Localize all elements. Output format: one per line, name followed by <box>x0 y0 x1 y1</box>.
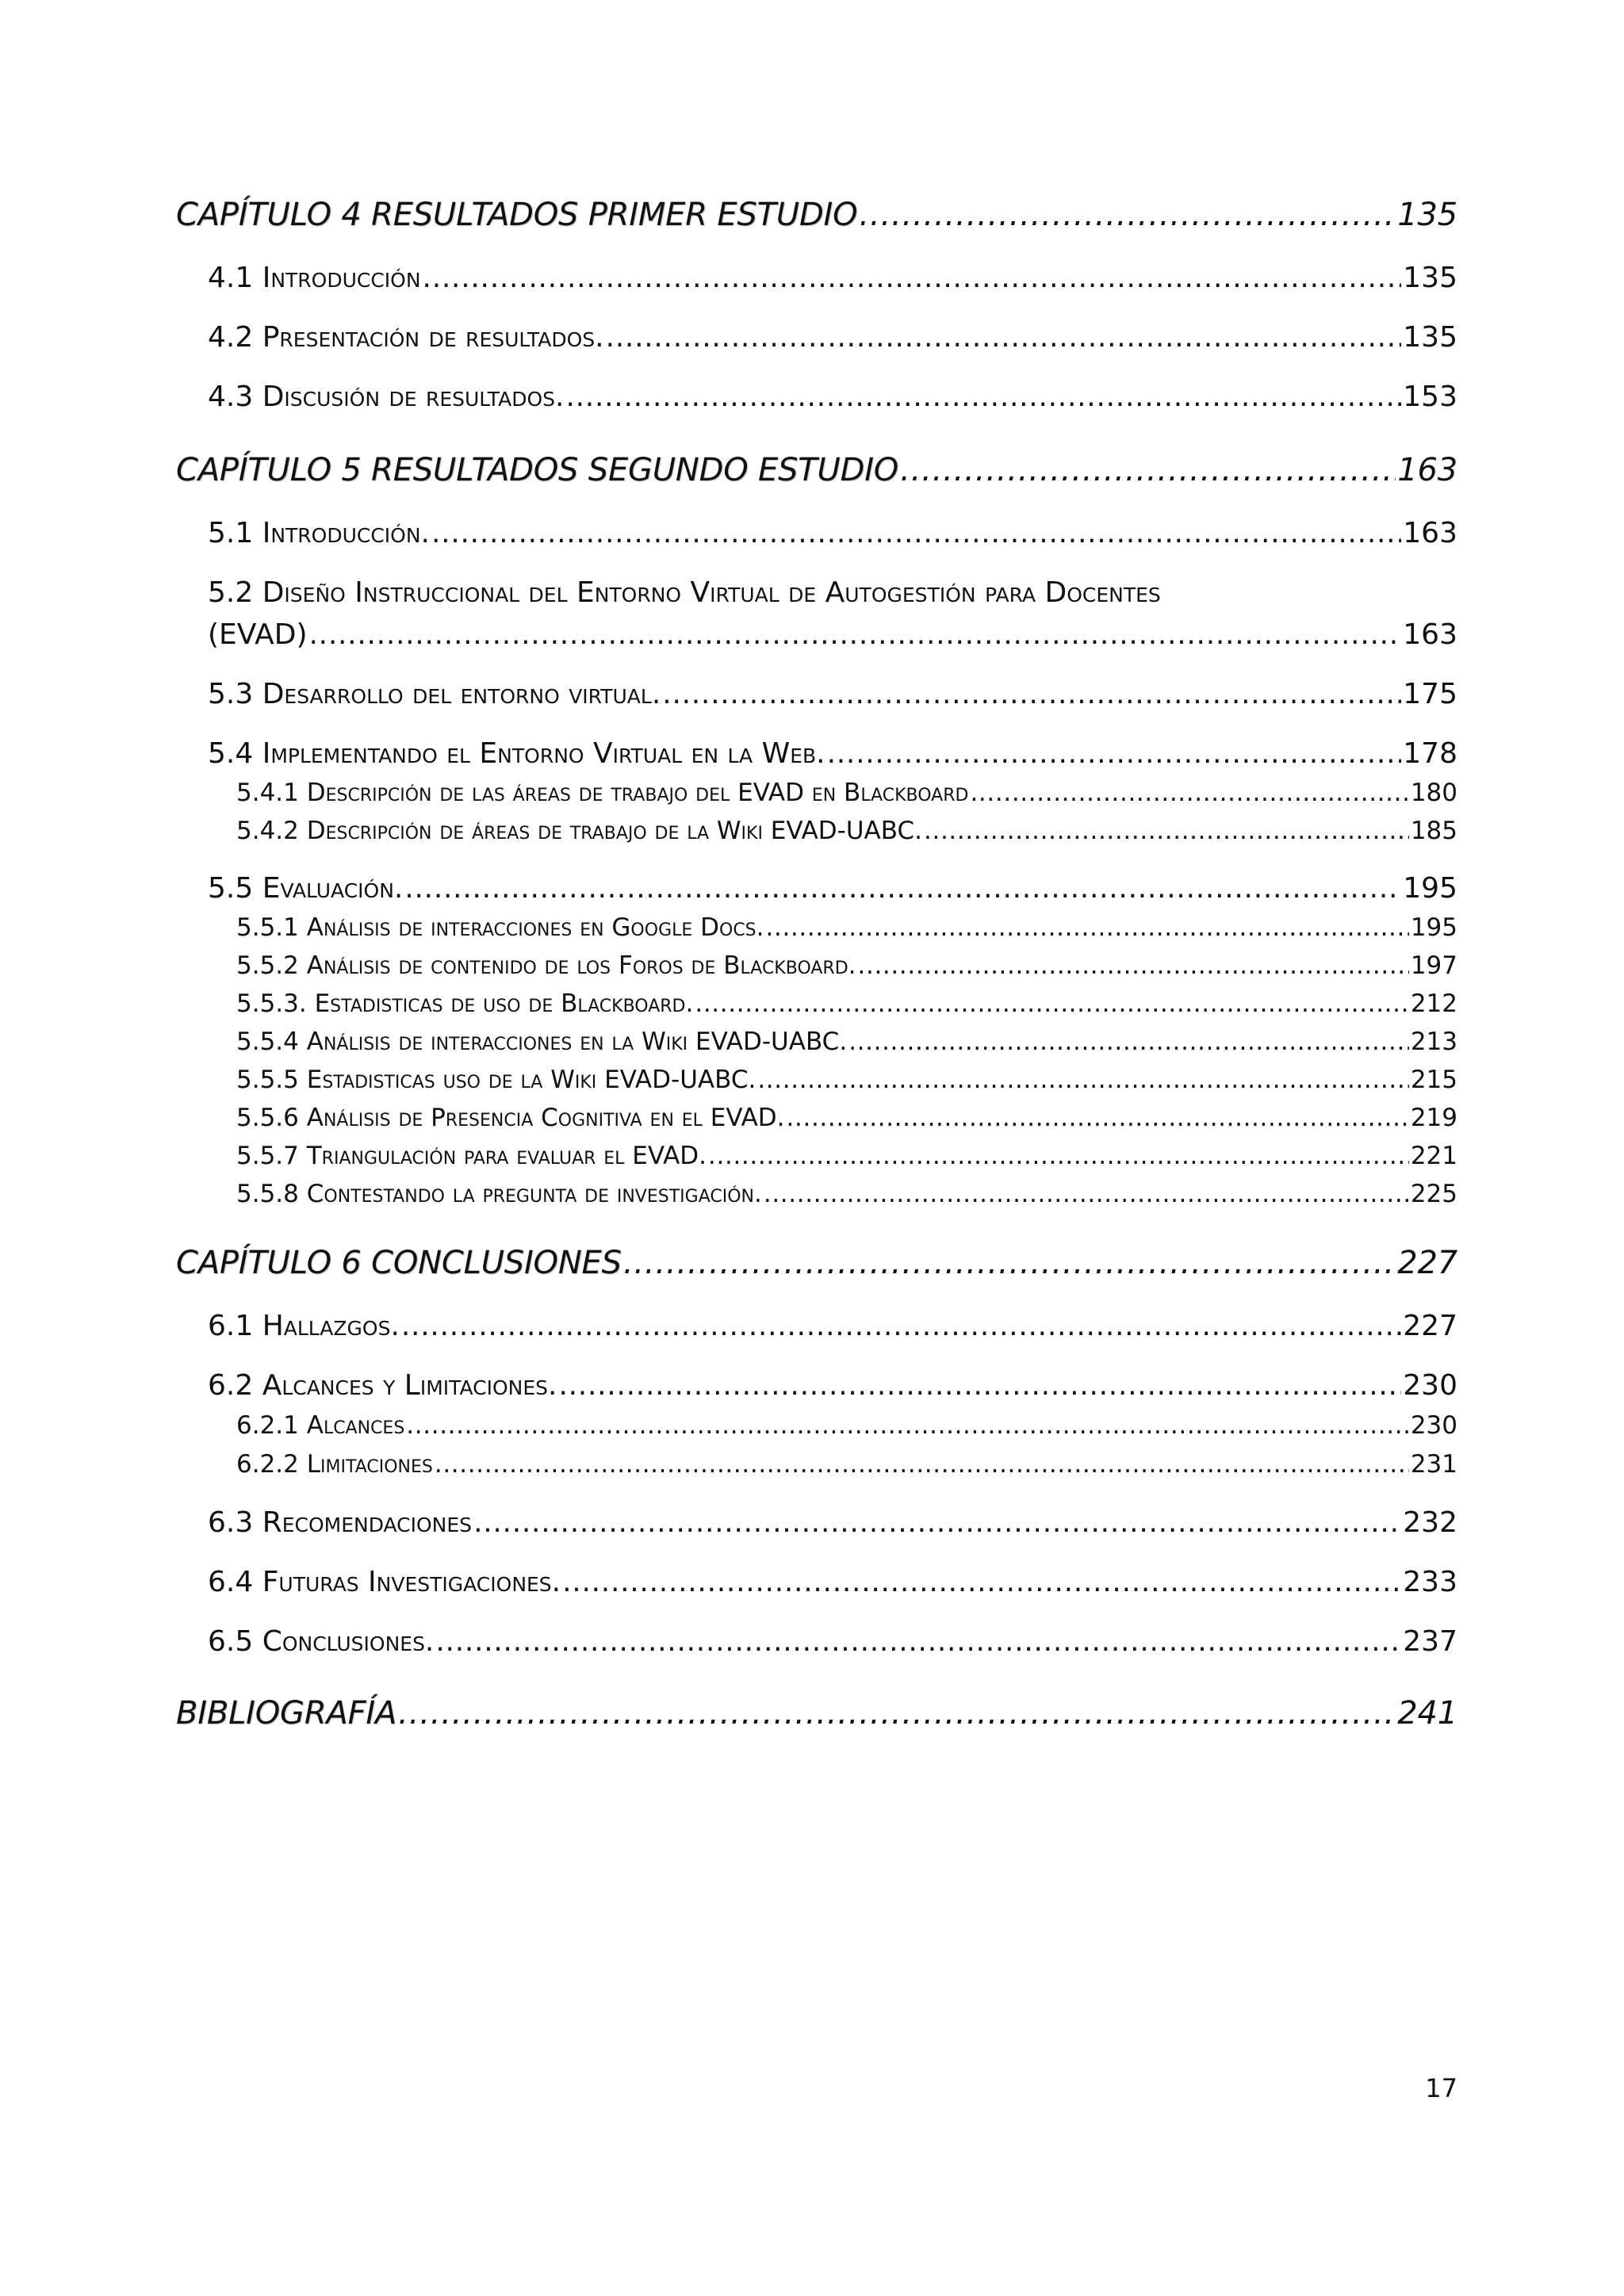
dot-leader <box>406 1411 1409 1440</box>
toc-chapter-5[interactable] <box>0 452 1624 488</box>
toc-page: 221 <box>1410 1142 1457 1170</box>
dot-leader <box>848 1027 1409 1056</box>
toc-page: 212 <box>1410 989 1457 1018</box>
toc-section-5-5[interactable] <box>0 872 1624 905</box>
dot-leader <box>900 452 1396 488</box>
toc-label: BIBLIOGRAFÍA <box>176 1695 397 1732</box>
toc-label: 5.5.8 Contestando la pregunta de investigación. <box>236 1180 762 1208</box>
toc-label: 4.2 Presentación de resultados. <box>208 321 604 354</box>
toc-page: 163 <box>1397 452 1457 488</box>
toc-page: 225 <box>1410 1180 1457 1208</box>
toc-section-5-2[interactable] <box>0 618 1624 651</box>
toc-page: 180 <box>1410 779 1457 807</box>
toc-label: 6.4 Futuras Investigaciones. <box>208 1566 561 1598</box>
toc-page: 237 <box>1403 1625 1457 1658</box>
toc-label: CAPÍTULO 5 RESULTADOS SEGUNDO ESTUDIO <box>176 452 899 488</box>
toc-label: CAPÍTULO 4 RESULTADOS PRIMER ESTUDIO <box>176 197 858 233</box>
dot-leader <box>970 779 1408 807</box>
dot-leader <box>404 872 1401 905</box>
toc-label: 5.5.1 Análisis de interacciones en Google Docs. <box>236 913 764 942</box>
dot-leader <box>695 989 1408 1018</box>
toc-label: 6.1 Hallazgos. <box>208 1310 400 1342</box>
toc-label: 5.4.2 Descripción de áreas de trabajo de la Wiki EVAD-UABC. <box>236 817 922 845</box>
dot-leader <box>398 1695 1396 1732</box>
toc-page: 230 <box>1403 1369 1457 1402</box>
toc-label: 6.5 Conclusiones. <box>208 1625 435 1658</box>
toc-label: 4.3 Discusión de resultados. <box>208 381 565 413</box>
dot-leader <box>401 1310 1401 1342</box>
toc-page: 230 <box>1410 1411 1457 1440</box>
toc-page: 233 <box>1403 1566 1457 1598</box>
dot-leader <box>787 1104 1409 1132</box>
toc-bibliography[interactable] <box>0 1695 1624 1732</box>
toc-page: 195 <box>1403 872 1457 905</box>
toc-subsection-6-2-1[interactable] <box>0 1411 1624 1440</box>
toc-label: 5.1 Introducción. <box>208 517 430 549</box>
toc-label: 6.2 Alcances y Limitaciones. <box>208 1369 557 1402</box>
toc-section-5-4[interactable] <box>0 737 1624 770</box>
page-number: 17 <box>1425 2073 1457 2103</box>
toc-subsection-5-5-5[interactable] <box>0 1066 1624 1094</box>
toc-page: 219 <box>1410 1104 1457 1132</box>
toc-page: 135 <box>1403 262 1457 294</box>
toc-page: 197 <box>1410 951 1457 980</box>
toc-section-6-4[interactable] <box>0 1566 1624 1598</box>
toc-page: 213 <box>1410 1027 1457 1056</box>
toc-subsection-5-4-1[interactable] <box>0 779 1624 807</box>
toc-page: 227 <box>1403 1310 1457 1342</box>
toc-section-5-3[interactable] <box>0 678 1624 710</box>
toc-subsection-5-5-2[interactable] <box>0 951 1624 980</box>
toc-label: 5.5.5 Estadisticas uso de la Wiki EVAD-UABC. <box>236 1066 756 1094</box>
toc-section-6-3[interactable] <box>0 1506 1624 1539</box>
toc-label: 5.5.7 Triangulación para evaluar el EVAD. <box>236 1142 707 1170</box>
toc-subsection-5-5-8[interactable] <box>0 1180 1624 1208</box>
toc-page: 135 <box>1403 321 1457 354</box>
toc-section-6-5[interactable] <box>0 1625 1624 1658</box>
toc-page: 175 <box>1403 678 1457 710</box>
toc-label: 5.5.4 Análisis de interacciones en la Wiki EVAD-UABC. <box>236 1027 848 1056</box>
dot-leader <box>435 1625 1401 1658</box>
dot-leader <box>473 1506 1401 1539</box>
toc-subsection-5-5-4[interactable] <box>0 1027 1624 1056</box>
toc-chapter-4[interactable] <box>0 197 1624 233</box>
toc-page: 215 <box>1410 1066 1457 1094</box>
toc-section-6-1[interactable] <box>0 1310 1624 1342</box>
toc-section-4-3[interactable] <box>0 381 1624 413</box>
toc-label: 5.5.6 Análisis de Presencia Cognitiva en el EVAD. <box>236 1104 785 1132</box>
toc-chapter-6[interactable] <box>0 1245 1624 1281</box>
toc-page: 163 <box>1403 618 1457 651</box>
dot-leader <box>623 1245 1396 1281</box>
dot-leader <box>764 1180 1409 1208</box>
toc-subsection-5-5-6[interactable] <box>0 1104 1624 1132</box>
dot-leader <box>708 1142 1409 1170</box>
toc-label: (EVAD) <box>208 618 308 651</box>
dot-leader <box>827 737 1402 770</box>
dot-leader <box>431 517 1401 549</box>
toc-page: 231 <box>1410 1450 1457 1479</box>
dot-leader <box>309 618 1402 651</box>
toc-label: 5.5 Evaluación. <box>208 872 404 905</box>
toc-label: 6.2.1 Alcances <box>236 1411 405 1440</box>
toc-subsection-6-2-2[interactable] <box>0 1450 1624 1479</box>
toc-section-5-1[interactable] <box>0 517 1624 549</box>
toc-label: 5.4.1 Descripción de las áreas de trabajo del EVAD en Blackboard <box>236 779 969 807</box>
dot-leader <box>423 262 1402 294</box>
dot-leader <box>757 1066 1409 1094</box>
toc-section-6-2[interactable] <box>0 1369 1624 1402</box>
toc-page: 163 <box>1403 517 1457 549</box>
toc-subsection-5-4-2[interactable] <box>0 817 1624 845</box>
toc-subsection-5-5-1[interactable] <box>0 913 1624 942</box>
toc-label: 4.1 Introducción <box>208 262 421 294</box>
toc-label: 6.2.2 Limitaciones <box>236 1450 433 1479</box>
toc-label: 5.3 Desarrollo del entorno virtual. <box>208 678 661 710</box>
toc-section-4-1[interactable] <box>0 262 1624 294</box>
toc-page: 178 <box>1403 737 1457 770</box>
dot-leader <box>565 381 1401 413</box>
toc-page: 195 <box>1410 913 1457 942</box>
toc-subsection-5-5-7[interactable] <box>0 1142 1624 1170</box>
dot-leader <box>562 1566 1401 1598</box>
toc-page: 135 <box>1397 197 1457 233</box>
toc-page: 185 <box>1410 817 1457 845</box>
dot-leader <box>435 1450 1409 1479</box>
toc-label: 5.5.2 Análisis de contenido de los Foros de Blackboard. <box>236 951 856 980</box>
toc-label: 5.5.3. Estadisticas de uso de Blackboard. <box>236 989 694 1018</box>
dot-leader <box>606 321 1402 354</box>
toc-label: 5.4 Implementando el Entorno Virtual en la Web. <box>208 737 825 770</box>
dot-leader <box>859 197 1396 233</box>
toc-section-5-2-line1[interactable]: 5.2 Diseño Instruccional del Entorno Virtual de Autogestión para Docentes <box>208 576 1161 609</box>
dot-leader <box>858 951 1409 980</box>
dot-leader <box>662 678 1401 710</box>
dot-leader <box>558 1369 1401 1402</box>
toc-page: 153 <box>1403 381 1457 413</box>
toc-page: 232 <box>1403 1506 1457 1539</box>
toc-label: 6.3 Recomendaciones <box>208 1506 473 1539</box>
dot-leader <box>766 913 1409 942</box>
toc-label: CAPÍTULO 6 CONCLUSIONES <box>176 1245 622 1281</box>
toc-section-4-2[interactable] <box>0 321 1624 354</box>
dot-leader <box>924 817 1409 845</box>
toc-page: 227 <box>1397 1245 1457 1281</box>
toc-page: 241 <box>1397 1695 1457 1732</box>
toc-subsection-5-5-3[interactable] <box>0 989 1624 1018</box>
